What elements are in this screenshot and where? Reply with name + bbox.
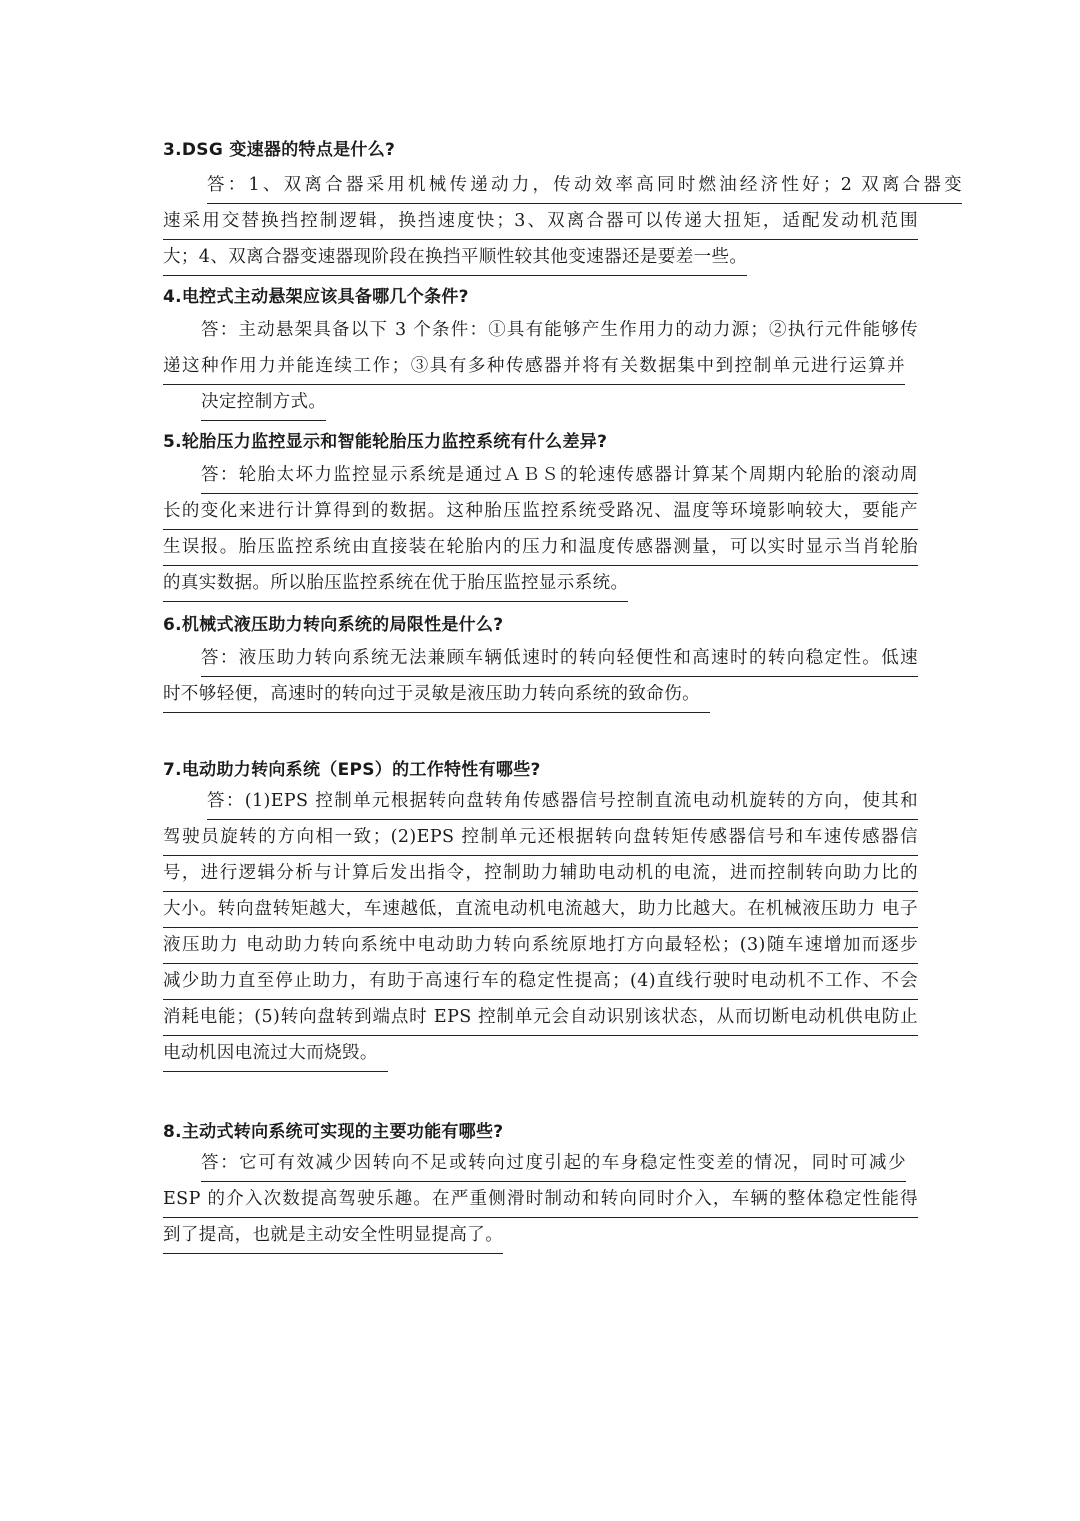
answer-7-line-4: 大小。转向盘转矩越大，车速越低，直流电动机电流越大，助力比越大。在机械液压助力 电子 bbox=[163, 891, 918, 927]
answer-7-line-1: 答：(1)EPS 控制单元根据转向盘转角传感器信号控制直流电动机旋转的方向，使其和 bbox=[163, 783, 918, 819]
answer-7 bbox=[163, 783, 918, 1071]
answer-5-line-1: 答：轮胎太坏力监控显示系统是通过ＡＢＳ的轮速传感器计算某个周期内轮胎的滚动周 bbox=[163, 457, 918, 493]
answer-3-line-1: 答：1、双离合器采用机械传递动力，传动效率高同时燃油经济性好；2 双离合器变 bbox=[163, 167, 918, 203]
answer-7-line-7: 消耗电能；(5)转向盘转到端点时 EPS 控制单元会自动识别该状态，从而切断电动机供电防止 bbox=[163, 999, 918, 1035]
answer-3-line-3: 大；4、双离合器变速器现阶段在换挡平顺性较其他变速器还是要差一些。 bbox=[163, 239, 918, 275]
question-4-title: 4.电控式主动悬架应该具备哪几个条件? bbox=[163, 287, 469, 307]
answer-4-line-2: 递这种作用力并能连续工作；③具有多种传感器并将有关数据集中到控制单元进行运算并 bbox=[163, 348, 905, 384]
question-5-title: 5.轮胎压力监控显示和智能轮胎压力监控系统有什么差异? bbox=[163, 432, 608, 452]
answer-7-line-3: 号，进行逻辑分析与计算后发出指令，控制助力辅助电动机的电流，进而控制转向助力比的 bbox=[163, 855, 918, 891]
answer-8-line-2: ESP 的介入次数提高驾驶乐趣。在严重侧滑时制动和转向同时介入，车辆的整体稳定性能得 bbox=[163, 1181, 918, 1217]
answer-5-line-4: 的真实数据。所以胎压监控系统在优于胎压监控显示系统。 bbox=[163, 565, 918, 601]
answer-3 bbox=[163, 167, 962, 275]
answer-6-line-2: 时不够轻便，高速时的转向过于灵敏是液压助力转向系统的致命伤。 bbox=[163, 676, 918, 712]
answer-7-line-5: 液压助力 电动助力转向系统中电动助力转向系统原地打方向最轻松；(3)随车速增加而逐步 bbox=[163, 927, 918, 963]
answer-6-line-1: 答：液压助力转向系统无法兼顾车辆低速时的转向轻便性和高速时的转向稳定性。低速 bbox=[163, 640, 918, 676]
answer-3-line-2: 速采用交替换挡控制逻辑，换挡速度快；3、双离合器可以传递大扭矩，适配发动机范围 bbox=[163, 203, 918, 239]
answer-5-line-2: 长的变化来进行计算得到的数据。这种胎压监控系统受路况、温度等环境影响较大，要能产 bbox=[163, 493, 918, 529]
answer-4-line-1: 答：主动悬架具备以下 3 个条件：①具有能够产生作用力的动力源；②执行元件能够传 bbox=[201, 320, 918, 340]
question-7-title: 7.电动助力转向系统（EPS）的工作特性有哪些? bbox=[163, 760, 541, 780]
answer-8 bbox=[163, 1145, 918, 1253]
answer-4 bbox=[163, 312, 918, 420]
answer-5-line-3: 生误报。胎压监控系统由直接装在轮胎内的压力和温度传感器测量，可以实时显示当肖轮胎 bbox=[163, 529, 918, 565]
answer-7-line-8: 电动机因电流过大而烧毁。 bbox=[163, 1035, 918, 1071]
answer-8-line-3: 到了提高，也就是主动安全性明显提高了。 bbox=[163, 1217, 918, 1253]
question-8-title: 8.主动式转向系统可实现的主要功能有哪些? bbox=[163, 1122, 504, 1142]
question-6-title: 6.机械式液压助力转向系统的局限性是什么? bbox=[163, 615, 504, 635]
answer-4-line-3: 决定控制方式。 bbox=[163, 384, 918, 420]
answer-8-line-1: 答：它可有效减少因转向不足或转向过度引起的车身稳定性变差的情况，同时可减少 bbox=[163, 1145, 918, 1181]
answer-5 bbox=[163, 457, 918, 601]
question-3-title: 3.DSG 变速器的特点是什么? bbox=[163, 140, 396, 160]
answer-7-line-6: 减少助力直至停止助力，有助于高速行车的稳定性提高；(4)直线行驶时电动机不工作、不会 bbox=[163, 963, 918, 999]
answer-6 bbox=[163, 640, 918, 712]
answer-7-line-2: 驾驶员旋转的方向相一致；(2)EPS 控制单元还根据转向盘转矩传感器信号和车速传感器信 bbox=[163, 819, 918, 855]
